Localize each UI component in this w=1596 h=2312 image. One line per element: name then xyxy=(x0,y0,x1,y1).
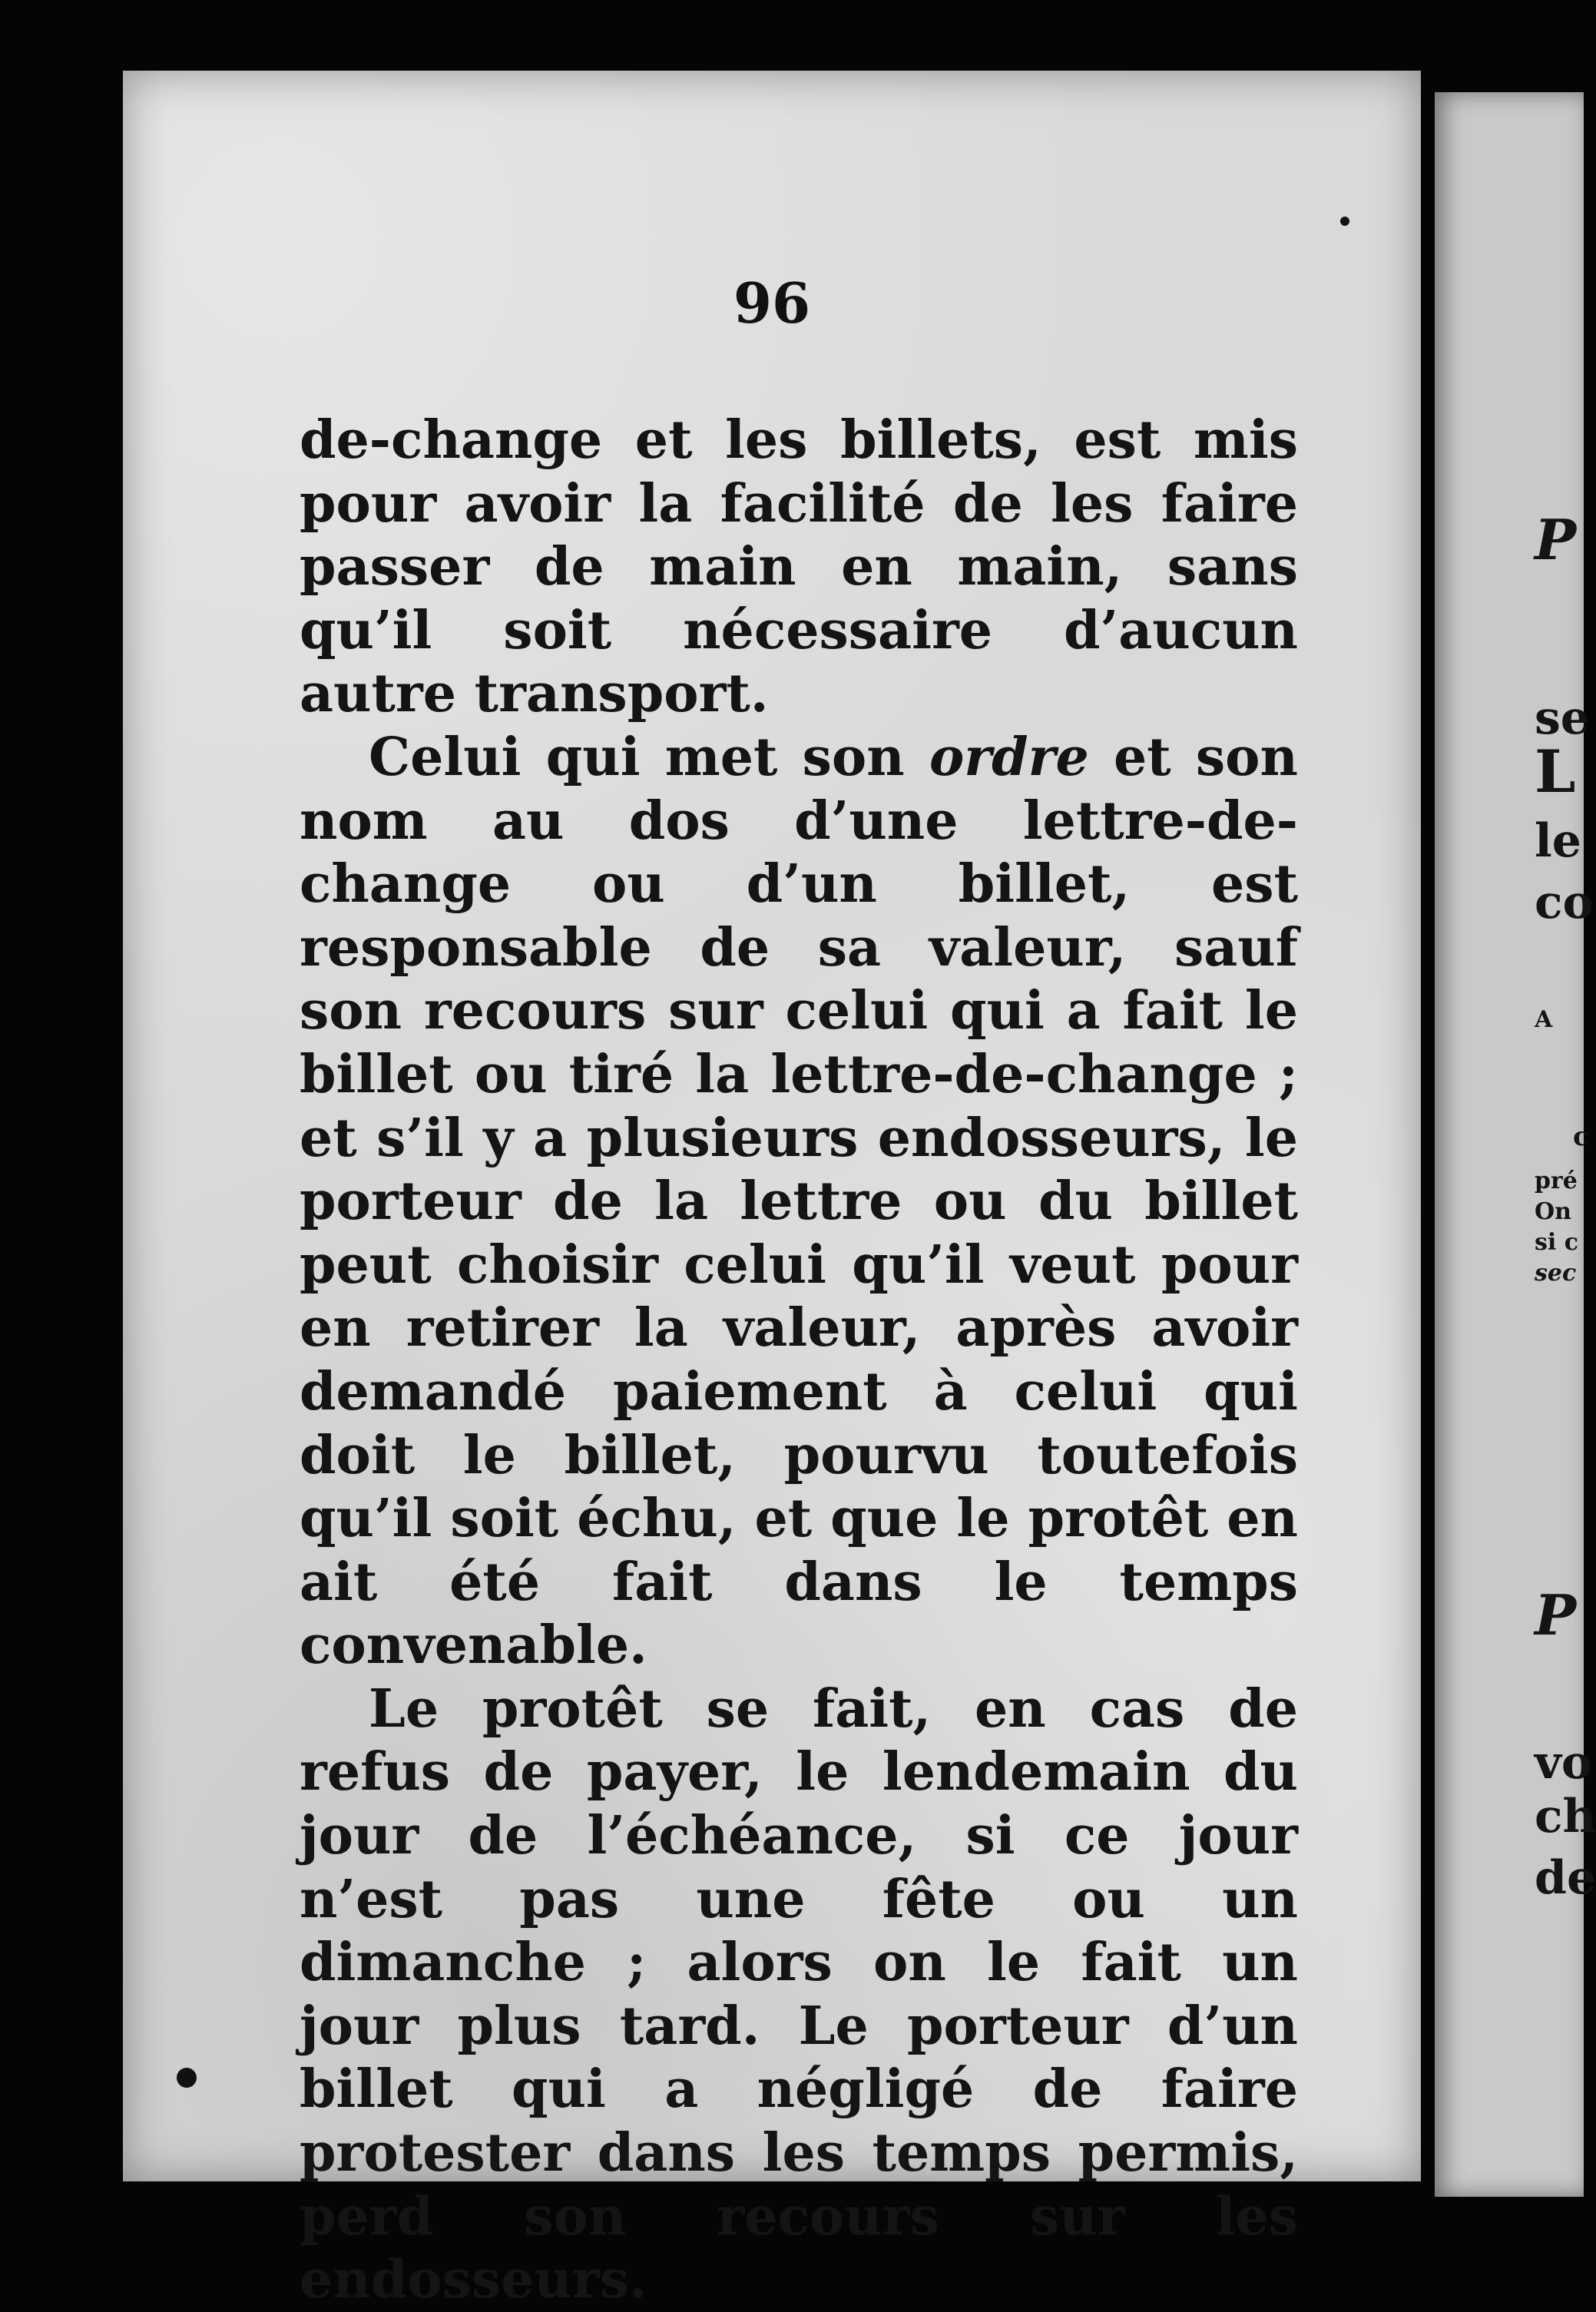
right-fragment: de xyxy=(1535,1851,1596,1905)
right-fragment: sec xyxy=(1535,1260,1577,1287)
right-fragment: si c xyxy=(1535,1229,1578,1256)
right-fragment: A xyxy=(1535,1006,1553,1033)
paragraph-1-text: de-change et les billets, est mis pour avoir la facilité de les faire passer de main en main, sans qu’il soit nécessaire d’aucun autre transport. xyxy=(300,409,1298,725)
paragraph-2-text-end: et son nom au dos d’une lettre-de-change ou d’un billet, est responsable de sa valeur, sauf son recours sur celui qui a fait le billet ou tiré la lettre-de-change ; et s’il y a plusieurs endosseurs, le porteur de la lettre ou du billet peut choisir celui qu’il veut pour en retirer la valeur, après avoir demandé paiement à celui qui doit le billet, pourvu toutefois qu’il soit échu, et que le protêt en ait été fait dans le temps convenable. xyxy=(300,726,1298,1677)
right-fragment: P xyxy=(1535,507,1577,572)
page-body-text xyxy=(300,409,1298,2312)
paragraph-3-text: Le protêt se fait, en cas de refus de payer, le lendemain du jour de l’échéance, si ce jour n’est pas une fête ou un dimanche ; alors on le fait un jour plus tard. Le porteur d’un billet qui a négligé de faire protester dans les temps permis, perd son recours sur les endosseurs. xyxy=(300,1678,1298,2311)
right-fragment: se xyxy=(1535,691,1590,745)
right-fragment: pré xyxy=(1535,1168,1578,1194)
right-fragment: ch xyxy=(1535,1790,1596,1843)
ink-speck xyxy=(1340,217,1349,226)
right-fragment: le xyxy=(1535,814,1581,868)
paragraph-1 xyxy=(300,409,1298,726)
right-fragment: c xyxy=(1573,1121,1589,1152)
right-fragment: vo xyxy=(1535,1736,1592,1790)
right-fragment: L xyxy=(1535,737,1576,806)
right-fragment: On xyxy=(1535,1198,1571,1225)
page-number: 96 xyxy=(733,270,811,336)
italic-word-ordre: ordre xyxy=(929,726,1089,788)
ink-speck xyxy=(177,2068,197,2088)
paragraph-2 xyxy=(300,726,1298,1678)
right-book-page-edge xyxy=(1435,92,1596,2197)
paragraph-2-text-start: Celui qui met son xyxy=(369,726,929,788)
left-book-page xyxy=(123,71,1421,2311)
right-fragment: co xyxy=(1535,876,1594,929)
paragraph-3 xyxy=(300,1678,1298,2312)
right-fragment: P xyxy=(1535,1582,1577,1648)
